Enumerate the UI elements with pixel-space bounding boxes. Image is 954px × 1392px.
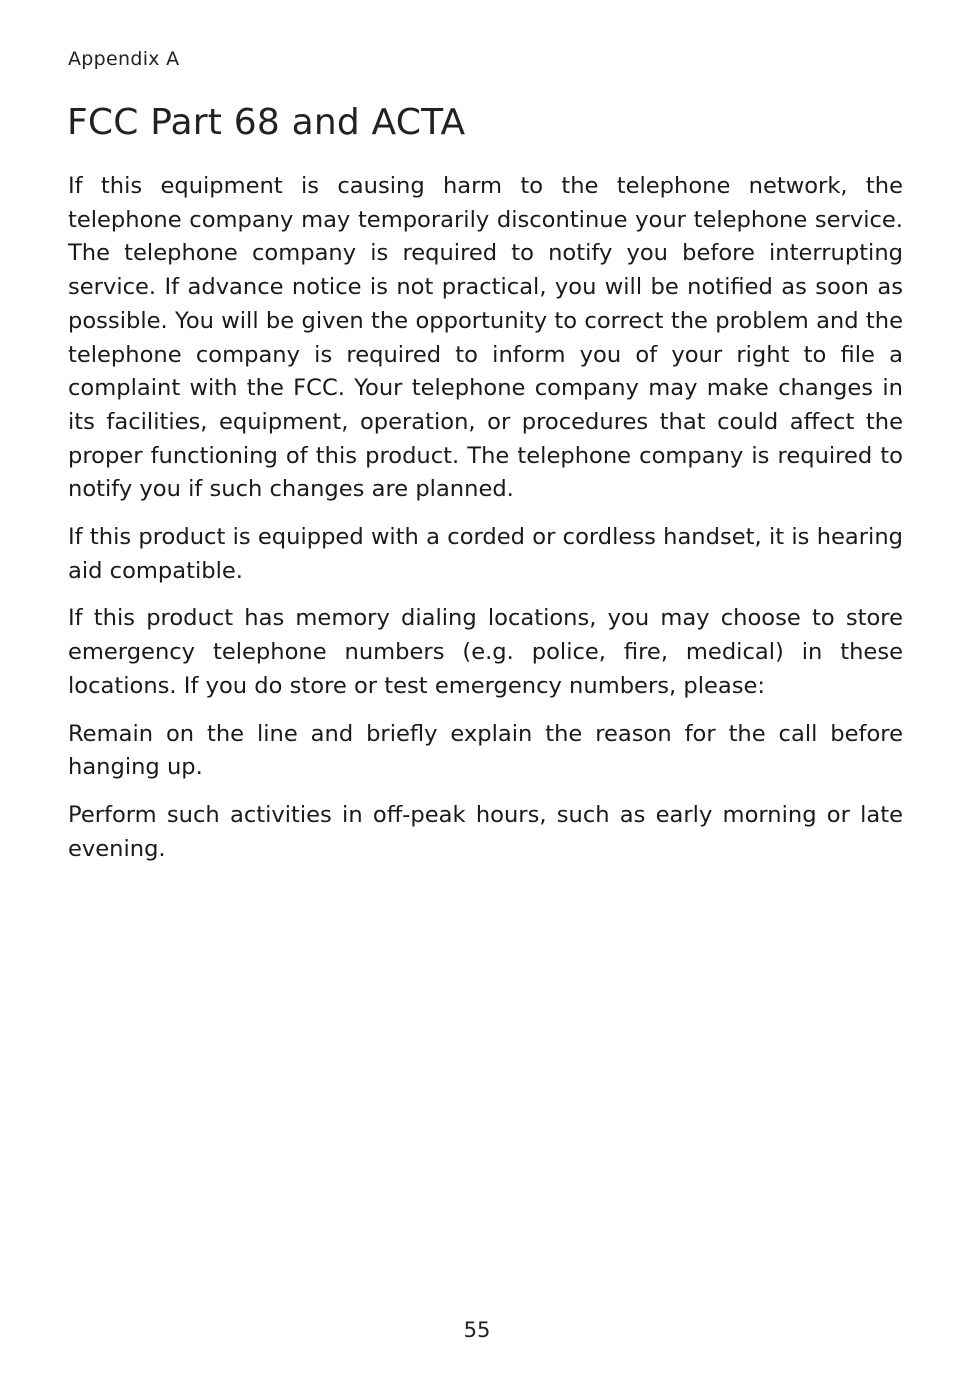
paragraph-network-harm: If this equipment is causing harm to the telephone network, the telephone company may temporarily discontinue your telephone service. The telephone company is required to notify you before interrupting service. If advance notice is not practical, you will be notified as soon as possible. You will be given the opportunity to correct the problem and the telephone company is required to inform you of your right to file a complaint with the FCC. Your telephone company may make changes in its facilities, equipment, operation, or procedures that could affect the proper functioning of this product. The telephone company is required to notify you if such changes are planned. — [68, 173, 903, 503]
section-label: Appendix A — [68, 48, 180, 70]
paragraph-memory-dialing: If this product has memory dialing locations, you may choose to store emergency telephone numbers (e.g. police, fire, medical) in these locations. If you do store or test emergency numbers, please: — [68, 605, 903, 699]
paragraph-remain-on-line: Remain on the line and briefly explain the reason for the call before hanging up. — [68, 720, 903, 781]
page-title: FCC Part 68 and ACTA — [67, 102, 466, 143]
paragraph-hearing-aid: If this product is equipped with a corded or cordless handset, it is hearing aid compatible. — [68, 524, 903, 584]
body-text — [68, 170, 903, 880]
page-number: 55 — [463, 1318, 491, 1342]
paragraph-off-peak: Perform such activities in off-peak hours, such as early morning or late evening. — [68, 801, 903, 862]
